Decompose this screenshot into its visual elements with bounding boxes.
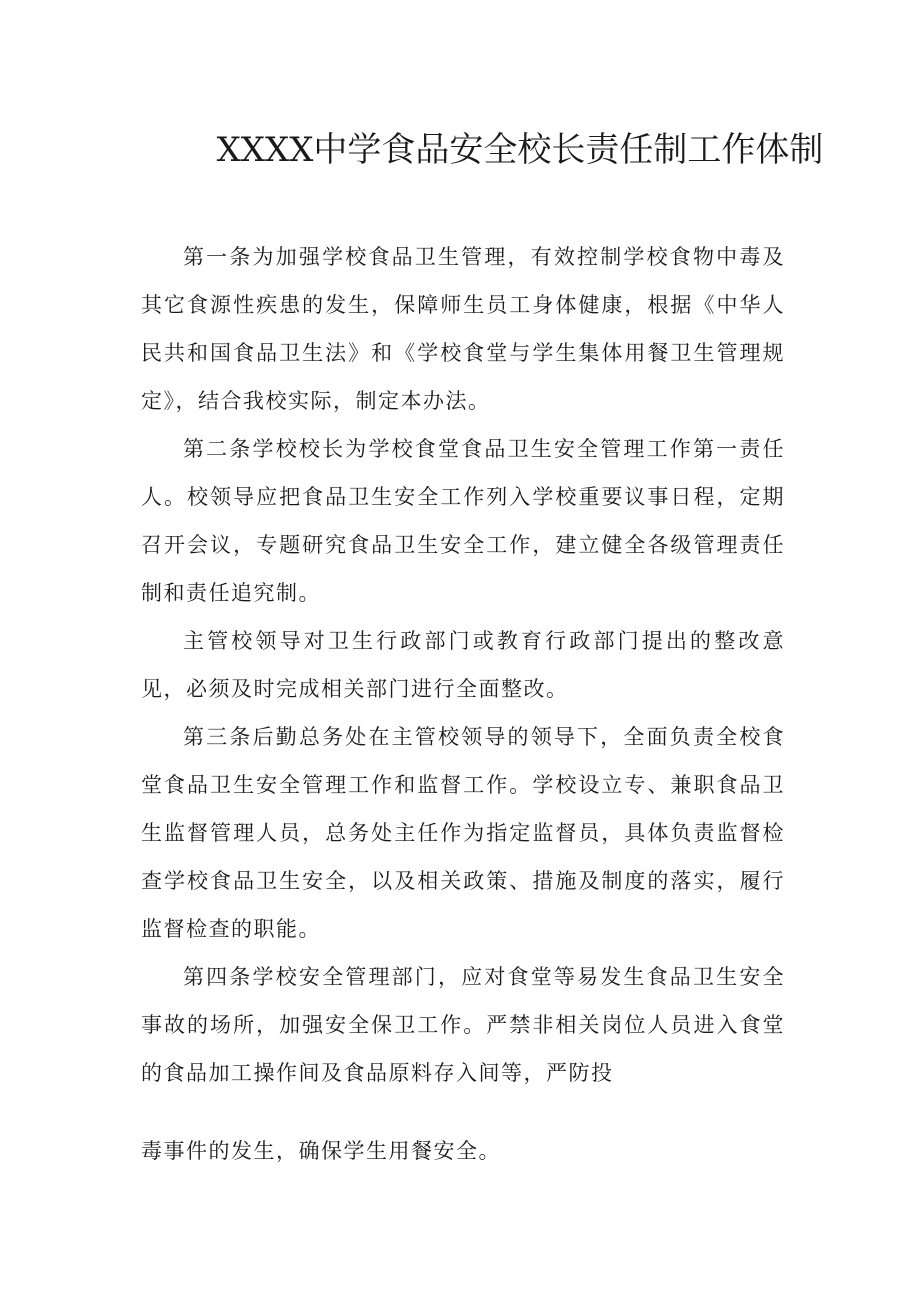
paragraph-article-4: 第四条学校安全管理部门，应对食堂等易发生食品卫生安全事故的场所，加强安全保卫工作。严禁非相关岗位人员进入食堂的食品加工操作间及食品原料存入间等，严防投	[141, 965, 785, 1085]
paragraph-rectification: 主管校领导对卫生行政部门或教育行政部门提出的整改意见，必须及时完成相关部门进行全面整改。	[141, 629, 785, 701]
paragraph-article-4-continued: 毒事件的发生，确保学生用餐安全。	[141, 1139, 501, 1163]
paragraph-article-1: 第一条为加强学校食品卫生管理，有效控制学校食物中毒及其它食源性疾患的发生，保障师生员工身体健康，根据《中华人民共和国食品卫生法》和《学校食堂与学生集体用餐卫生管理规定》，结合我校实际，制定本办法。	[141, 245, 785, 413]
document-body	[141, 233, 785, 1175]
paragraph-article-2: 第二条学校校长为学校食堂食品卫生安全管理工作第一责任人。校领导应把食品卫生安全工作列入学校重要议事日程，定期召开会议，专题研究食品卫生安全工作，建立健全各级管理责任制和责任追究制。	[141, 437, 785, 605]
document-title: XXXX中学食品安全校长责任制工作体制	[216, 130, 824, 170]
paragraph-article-3: 第三条后勤总务处在主管校领导的领导下，全面负责全校食堂食品卫生安全管理工作和监督工作。学校设立专、兼职食品卫生监督管理人员，总务处主任作为指定监督员，具体负责监督检查学校食品卫生安全，以及相关政策、措施及制度的落实，履行监督检查的职能。	[141, 725, 785, 941]
